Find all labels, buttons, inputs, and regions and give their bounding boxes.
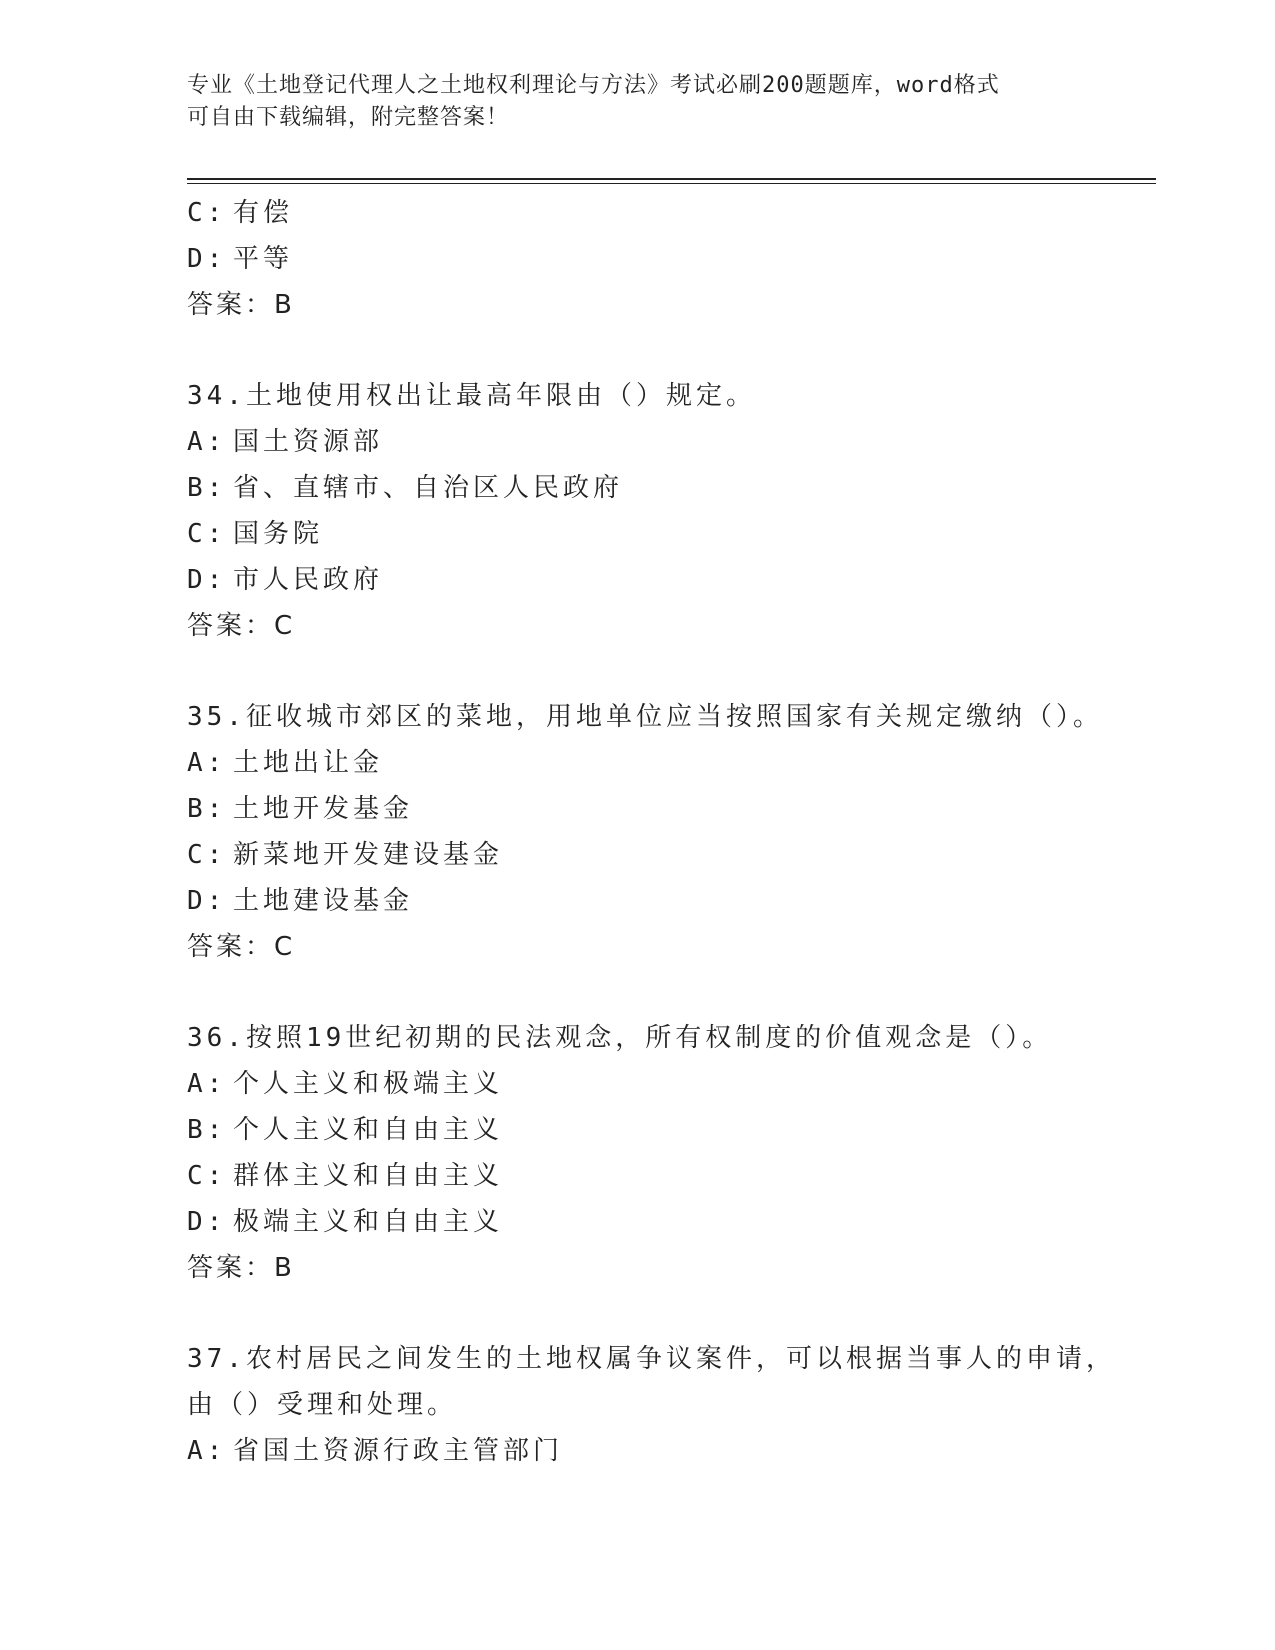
answer-line: 答案：B [187, 290, 295, 320]
option-text: 国土资源部 [233, 427, 384, 457]
answer-line: 答案：B [187, 1253, 295, 1283]
option-text: 土地出让金 [233, 748, 384, 778]
option-label: C: [187, 519, 227, 549]
option-label: C: [187, 840, 227, 870]
option-line [187, 740, 1147, 786]
option-text: 市人民政府 [233, 565, 384, 595]
option-line [187, 557, 1147, 603]
option-text: 个人主义和极端主义 [233, 1069, 504, 1099]
header-line-1: 专业《土地登记代理人之土地权利理论与方法》考试必刷200题题库，word格式 [187, 73, 1000, 98]
option-label: D: [187, 565, 227, 595]
option-text: 新菜地开发建设基金 [233, 840, 504, 870]
option-text: 群体主义和自由主义 [233, 1161, 504, 1191]
option-line [187, 1061, 1147, 1107]
option-text: 国务院 [233, 519, 324, 549]
option-line [187, 832, 1147, 878]
option-line [187, 190, 1147, 236]
option-label: A: [187, 1069, 227, 1099]
option-line [187, 511, 1147, 557]
question-stem: 35.征收城市郊区的菜地，用地单位应当按照国家有关规定缴纳（）。 [187, 702, 1103, 732]
option-label: B: [187, 1115, 227, 1145]
document-body [187, 190, 1147, 1474]
option-text: 极端主义和自由主义 [233, 1207, 504, 1237]
spacer [187, 970, 1147, 1015]
option-label: C: [187, 198, 227, 228]
option-line [187, 1199, 1147, 1245]
option-label: D: [187, 244, 227, 274]
spacer [187, 328, 1147, 373]
option-text: 个人主义和自由主义 [233, 1115, 504, 1145]
option-label: D: [187, 886, 227, 916]
option-text: 省国土资源行政主管部门 [233, 1436, 564, 1466]
question-stem: 36.按照19世纪初期的民法观念，所有权制度的价值观念是（）。 [187, 1023, 1053, 1053]
header-line-2: 可自由下载编辑，附完整答案！ [187, 105, 510, 130]
option-label: B: [187, 794, 227, 824]
option-text: 土地建设基金 [233, 886, 414, 916]
spacer [187, 1291, 1147, 1336]
option-line [187, 236, 1147, 282]
option-label: B: [187, 473, 227, 503]
option-label: A: [187, 748, 227, 778]
option-label: A: [187, 1436, 227, 1466]
option-label: D: [187, 1207, 227, 1237]
option-line [187, 465, 1147, 511]
answer-line: 答案：C [187, 932, 296, 962]
option-label: C: [187, 1161, 227, 1191]
option-label: A: [187, 427, 227, 457]
answer-line: 答案：C [187, 611, 296, 641]
question-stem-continuation: 由（）受理和处理。 [187, 1390, 458, 1420]
spacer [187, 649, 1147, 694]
option-text: 平等 [233, 244, 294, 274]
document-header [187, 70, 1087, 134]
option-text: 土地开发基金 [233, 794, 414, 824]
option-line [187, 419, 1147, 465]
option-text: 有偿 [233, 198, 294, 228]
question-stem: 34.土地使用权出让最高年限由（）规定。 [187, 381, 756, 411]
option-line [187, 786, 1147, 832]
option-line [187, 878, 1147, 924]
option-line [187, 1153, 1147, 1199]
option-line [187, 1107, 1147, 1153]
option-text: 省、直辖市、自治区人民政府 [233, 473, 624, 503]
option-line [187, 1428, 1147, 1474]
header-divider [187, 178, 1156, 184]
question-stem: 37.农村居民之间发生的土地权属争议案件，可以根据当事人的申请， [187, 1344, 1116, 1374]
